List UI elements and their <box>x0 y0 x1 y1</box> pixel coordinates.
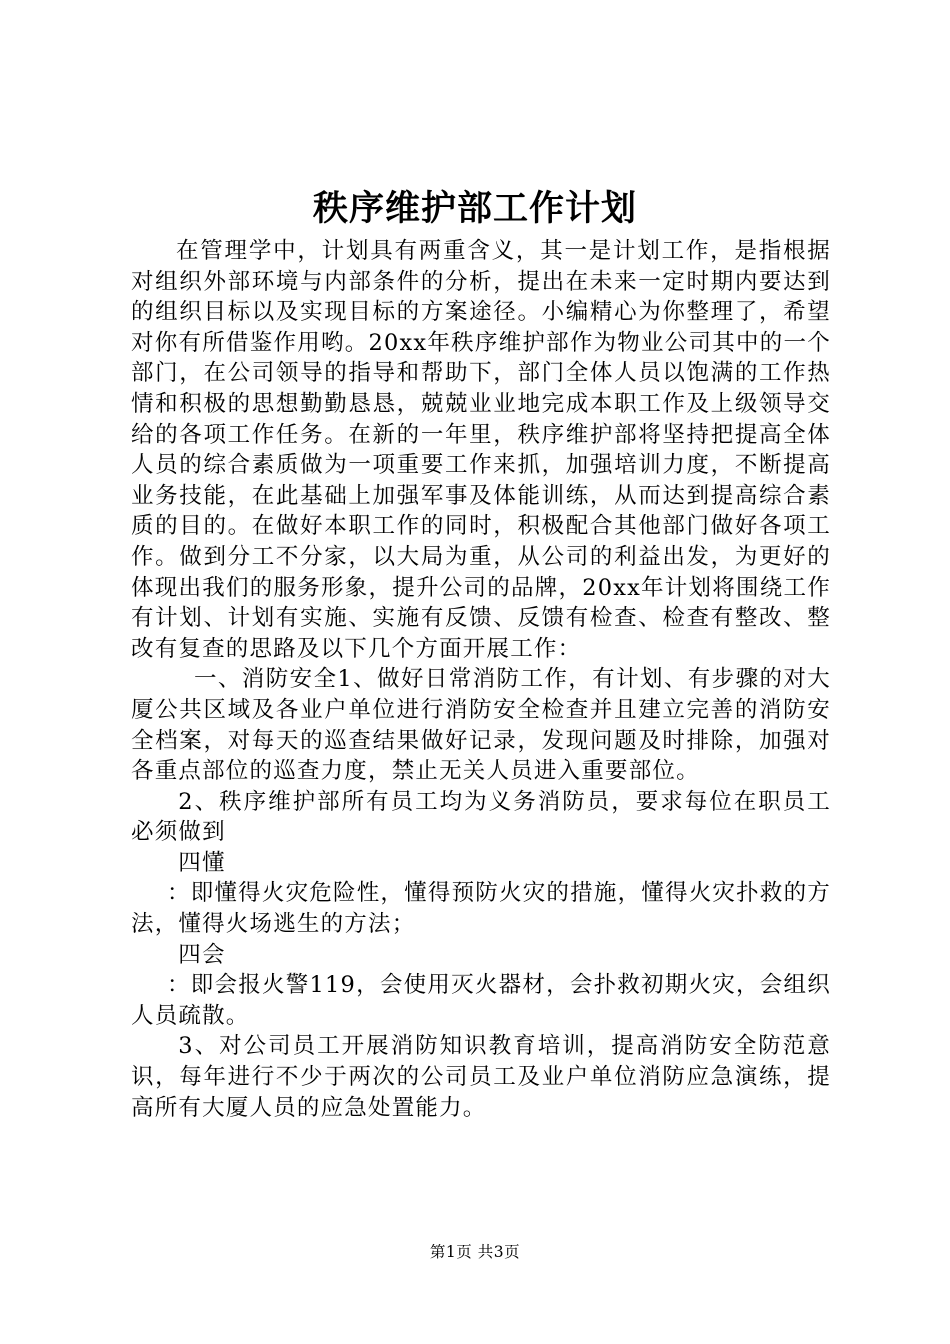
intro-paragraph: 在管理学中，计划具有两重含义，其一是计划工作，是指根据对组织外部环境与内部条件的分析，提出在未来一定时期内要达到的组织目标以及实现目标的方案途径。小编精心为你整理了，希望对你有所借鉴作用哟。20xx年秩序维护部作为物业公司其中的一个部门，在公司领导的指导和帮助下，部门全体人员以饱满的工作热情和积极的思想勤勤恳恳，兢兢业业地完成本职工作及上级领导交给的各项工作任务。在新的一年里，秩序维护部将坚持把提高全体人员的综合素质做为一项重要工作来抓，加强培训力度，不断提高业务技能，在此基础上加强军事及体能训练，从而达到提高综合素质的目的。在做好本职工作的同时，积极配合其他部门做好各项工作。做到分工不分家，以大局为重，从公司的利益出发，为更好的体现出我们的服务形象，提升公司的品牌，20xx年计划将围绕工作有计划、计划有实施、实施有反馈、反馈有检查、检查有整改、整改有复查的思路及以下几个方面开展工作： <box>131 238 831 662</box>
four-understand-label: 四懂 <box>178 849 226 876</box>
document-body <box>131 236 831 1123</box>
page-footer: 第1页 共3页 <box>429 1243 521 1261</box>
section-fire-safety-paragraph: 一、消防安全1、做好日常消防工作，有计划、有步骤的对大厦公共区域及各业户单位进行消防安全检查并且建立完善的消防安全档案，对每天的巡查结果做好记录，发现问题及时排除，加强对各重点部位的巡查力度，禁止无关人员进入重要部位。 <box>131 666 831 785</box>
four-can-text: ：即会报火警119，会使用灭火器材，会扑救初期火灾，会组织人员疏散。 <box>131 972 831 1029</box>
document-title: 秩序维护部工作计划 <box>312 188 637 229</box>
item-2-paragraph: 2、秩序维护部所有员工均为义务消防员，要求每位在职员工必须做到 <box>131 788 831 846</box>
item-3-paragraph: 3、对公司员工开展消防知识教育培训，提高消防安全防范意识，每年进行不少于两次的公司员工及业户单位消防应急演练，提高所有大厦人员的应急处置能力。 <box>131 1033 831 1121</box>
four-can-label: 四会 <box>178 941 226 968</box>
four-understand-text: ：即懂得火灾危险性，懂得预防火灾的措施，懂得火灾扑救的方法，懂得火场逃生的方法； <box>131 880 831 938</box>
